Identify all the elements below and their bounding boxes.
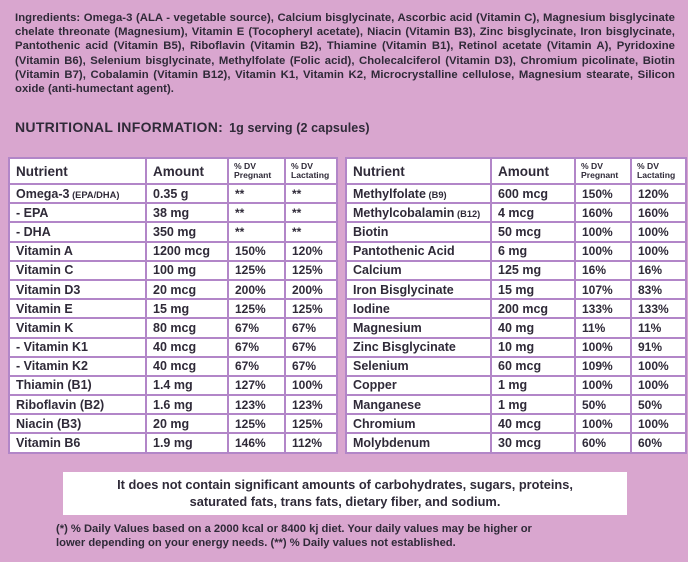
nutrient-name-cell: Biotin <box>346 222 491 241</box>
amount-cell: 6 mg <box>491 242 575 261</box>
dv-pregnant-cell: 16% <box>575 261 631 280</box>
table-row <box>9 280 337 299</box>
table-row <box>346 242 686 261</box>
table-row <box>346 414 686 433</box>
nutrient-name-cell: Methylfolate (B9) <box>346 184 491 203</box>
dv-pregnant-column-header: % DV Pregnant <box>228 158 285 184</box>
amount-cell: 200 mcg <box>491 299 575 318</box>
dv-lactating-cell: 133% <box>631 299 686 318</box>
amount-cell: 30 mcg <box>491 433 575 452</box>
table-row <box>346 299 686 318</box>
nutrient-name-cell: - Vitamin K1 <box>9 338 146 357</box>
footnote-line-2: lower depending on your energy needs. (**) % Daily values not established. <box>56 536 456 549</box>
dv-lactating-cell: 50% <box>631 395 686 414</box>
dv-lactating-cell: 120% <box>285 242 337 261</box>
dv-lactating-cell: 83% <box>631 280 686 299</box>
dv-pregnant-cell: 123% <box>228 395 285 414</box>
nutrient-name-cell: Magnesium <box>346 318 491 337</box>
dv-lactating-cell: 60% <box>631 433 686 452</box>
table-header-row <box>9 158 337 184</box>
amount-cell: 80 mcg <box>146 318 228 337</box>
table-row <box>9 376 337 395</box>
amount-cell: 600 mcg <box>491 184 575 203</box>
dv-lactating-cell: 100% <box>631 222 686 241</box>
dv-pregnant-cell: ** <box>228 222 285 241</box>
dv-pregnant-cell: 160% <box>575 203 631 222</box>
nutrient-name-suffix: (B12) <box>454 208 481 219</box>
dv-lactating-cell: 67% <box>285 357 337 376</box>
amount-cell: 1.6 mg <box>146 395 228 414</box>
nutrient-name-cell: - DHA <box>9 222 146 241</box>
dv-lactating-cell: 100% <box>631 357 686 376</box>
dv-pregnant-cell: 109% <box>575 357 631 376</box>
table-row <box>346 318 686 337</box>
nutrient-name-cell: Selenium <box>346 357 491 376</box>
amount-cell: 0.35 g <box>146 184 228 203</box>
table-row <box>346 222 686 241</box>
serving-size-text: 1g serving (2 capsules) <box>229 121 370 135</box>
amount-cell: 10 mg <box>491 338 575 357</box>
nutrient-name-cell: Manganese <box>346 395 491 414</box>
dv-lactating-cell: 100% <box>631 414 686 433</box>
dv-lactating-cell: 100% <box>285 376 337 395</box>
dv-pregnant-cell: 125% <box>228 261 285 280</box>
nutrition-heading <box>15 119 370 137</box>
amount-cell: 20 mg <box>146 414 228 433</box>
amount-cell: 40 mcg <box>491 414 575 433</box>
dv-lactating-cell: 67% <box>285 318 337 337</box>
dv-lactating-cell: 123% <box>285 395 337 414</box>
nutrition-table-left <box>8 157 338 454</box>
nutrient-name-cell: Vitamin D3 <box>9 280 146 299</box>
table-row <box>346 338 686 357</box>
nutrient-name-cell: Vitamin K <box>9 318 146 337</box>
amount-cell: 100 mg <box>146 261 228 280</box>
footnote-line-1: (*) % Daily Values based on a 2000 kcal or 8400 kj diet. Your daily values may be higher or <box>56 523 532 535</box>
dv-lactating-cell: ** <box>285 184 337 203</box>
dv-pregnant-cell: 100% <box>575 222 631 241</box>
amount-cell: 38 mg <box>146 203 228 222</box>
nutrient-column-header: Nutrient <box>346 158 491 184</box>
dv-pregnant-cell: 100% <box>575 242 631 261</box>
amount-column-header: Amount <box>146 158 228 184</box>
table-row <box>9 184 337 203</box>
nutrient-name-cell: - EPA <box>9 203 146 222</box>
dv-pregnant-cell: 50% <box>575 395 631 414</box>
table-row <box>9 242 337 261</box>
dv-pregnant-cell: ** <box>228 184 285 203</box>
dv-pregnant-cell: 150% <box>575 184 631 203</box>
nutrient-name-cell: Vitamin B6 <box>9 433 146 452</box>
table-row <box>9 433 337 452</box>
dv-pregnant-cell: 67% <box>228 338 285 357</box>
table-row <box>346 395 686 414</box>
amount-cell: 40 mcg <box>146 357 228 376</box>
amount-column-header: Amount <box>491 158 575 184</box>
dv-lactating-cell: 112% <box>285 433 337 452</box>
dv-lactating-column-header: % DV Lactating <box>631 158 686 184</box>
amount-cell: 1.9 mg <box>146 433 228 452</box>
amount-cell: 15 mg <box>146 299 228 318</box>
dv-pregnant-cell: 146% <box>228 433 285 452</box>
dv-lactating-cell: 16% <box>631 261 686 280</box>
dv-pregnant-cell: ** <box>228 203 285 222</box>
table-row <box>346 357 686 376</box>
nutrient-name-cell: Copper <box>346 376 491 395</box>
dv-pregnant-cell: 200% <box>228 280 285 299</box>
amount-cell: 40 mcg <box>146 338 228 357</box>
nutrient-name-cell: Vitamin A <box>9 242 146 261</box>
amount-cell: 60 mcg <box>491 357 575 376</box>
table-row <box>9 414 337 433</box>
table-row <box>346 433 686 452</box>
nutrient-name-cell: Methylcobalamin (B12) <box>346 203 491 222</box>
nutrient-name-cell: Riboflavin (B2) <box>9 395 146 414</box>
dv-pregnant-cell: 107% <box>575 280 631 299</box>
nutrition-tables <box>8 157 687 454</box>
nutrient-name-suffix: (EPA/DHA) <box>69 189 120 200</box>
dv-lactating-column-header: % DV Lactating <box>285 158 337 184</box>
nutrient-name-cell: Pantothenic Acid <box>346 242 491 261</box>
table-row <box>346 184 686 203</box>
table-row <box>9 357 337 376</box>
dv-pregnant-cell: 100% <box>575 414 631 433</box>
does-not-contain-line-1: It does not contain significant amounts of carbohydrates, sugars, proteins, <box>117 477 573 492</box>
nutrient-name-cell: Omega-3 (EPA/DHA) <box>9 184 146 203</box>
amount-cell: 4 mcg <box>491 203 575 222</box>
nutrient-name-cell: - Vitamin K2 <box>9 357 146 376</box>
dv-pregnant-cell: 125% <box>228 414 285 433</box>
amount-cell: 15 mg <box>491 280 575 299</box>
nutrition-table-right <box>345 157 687 454</box>
daily-values-footnote <box>56 523 636 551</box>
amount-cell: 50 mcg <box>491 222 575 241</box>
nutrient-name-cell: Calcium <box>346 261 491 280</box>
table-row <box>9 222 337 241</box>
dv-lactating-cell: 67% <box>285 338 337 357</box>
dv-lactating-cell: 200% <box>285 280 337 299</box>
dv-lactating-cell: 125% <box>285 414 337 433</box>
table-row <box>9 338 337 357</box>
dv-pregnant-cell: 100% <box>575 338 631 357</box>
does-not-contain-line-2: saturated fats, trans fats, dietary fiber, and sodium. <box>189 493 501 509</box>
dv-pregnant-cell: 100% <box>575 376 631 395</box>
dv-pregnant-cell: 133% <box>575 299 631 318</box>
nutrient-name-cell: Niacin (B3) <box>9 414 146 433</box>
amount-cell: 1.4 mg <box>146 376 228 395</box>
dv-lactating-cell: 160% <box>631 203 686 222</box>
dv-lactating-cell: 11% <box>631 318 686 337</box>
amount-cell: 1 mg <box>491 395 575 414</box>
dv-pregnant-cell: 150% <box>228 242 285 261</box>
nutrient-name-cell: Vitamin C <box>9 261 146 280</box>
dv-lactating-cell: 100% <box>631 242 686 261</box>
table-row <box>346 376 686 395</box>
amount-cell: 1200 mcg <box>146 242 228 261</box>
amount-cell: 1 mg <box>491 376 575 395</box>
table-row <box>346 261 686 280</box>
nutrition-title: NUTRITIONAL INFORMATION: <box>15 119 224 135</box>
dv-lactating-cell: ** <box>285 203 337 222</box>
nutrient-name-cell: Vitamin E <box>9 299 146 318</box>
table-row <box>9 203 337 222</box>
ingredients-text: Ingredients: Omega-3 (ALA - vegetable source), Calcium bisglycinate, Ascorbic acid (Vitamin C), Magnesium bisglycinate chelate threonate (Magnesium), Vitamin E (Tocopheryl acetate), Niacin (Vitamin B3), Zinc bisglycinate, Iron bisglycinate, Pantothenic acid (Vitamin B5), Riboflavin (Vitamin B2), Thiamine (Vitamin B1), Retinol acetate (Vitamin A), Pyridoxine (Vitamin B6), Selenium bisglycinate, Methylfolate (Folic acid), Cholecalciferol (Vitamin D3), Chromium picolinate, Biotin (Vitamin B7), Cobalamin (Vitamin B12), Vitamin K1, Vitamin K2, Microcrystalline cellulose, Magnesium stearate, Silicon oxide (anti-humectant agent). <box>15 12 675 96</box>
does-not-contain-box <box>63 472 627 515</box>
dv-pregnant-cell: 11% <box>575 318 631 337</box>
nutrient-name-cell: Zinc Bisglycinate <box>346 338 491 357</box>
table-row <box>9 395 337 414</box>
dv-lactating-cell: ** <box>285 222 337 241</box>
nutrient-name-cell: Iron Bisglycinate <box>346 280 491 299</box>
nutrient-column-header: Nutrient <box>9 158 146 184</box>
nutrient-name-cell: Thiamin (B1) <box>9 376 146 395</box>
dv-pregnant-cell: 125% <box>228 299 285 318</box>
nutrient-name-cell: Chromium <box>346 414 491 433</box>
dv-pregnant-cell: 127% <box>228 376 285 395</box>
table-row <box>9 299 337 318</box>
dv-lactating-cell: 120% <box>631 184 686 203</box>
dv-pregnant-cell: 67% <box>228 357 285 376</box>
table-row <box>346 280 686 299</box>
table-row <box>9 318 337 337</box>
table-header-row <box>346 158 686 184</box>
dv-lactating-cell: 125% <box>285 261 337 280</box>
dv-pregnant-cell: 60% <box>575 433 631 452</box>
dv-pregnant-cell: 67% <box>228 318 285 337</box>
nutrient-name-cell: Molybdenum <box>346 433 491 452</box>
amount-cell: 350 mg <box>146 222 228 241</box>
nutrient-name-suffix: (B9) <box>425 189 447 200</box>
amount-cell: 125 mg <box>491 261 575 280</box>
dv-lactating-cell: 100% <box>631 376 686 395</box>
table-row <box>9 261 337 280</box>
dv-lactating-cell: 91% <box>631 338 686 357</box>
nutrient-name-cell: Iodine <box>346 299 491 318</box>
dv-lactating-cell: 125% <box>285 299 337 318</box>
amount-cell: 20 mcg <box>146 280 228 299</box>
table-row <box>346 203 686 222</box>
amount-cell: 40 mg <box>491 318 575 337</box>
dv-pregnant-column-header: % DV Pregnant <box>575 158 631 184</box>
